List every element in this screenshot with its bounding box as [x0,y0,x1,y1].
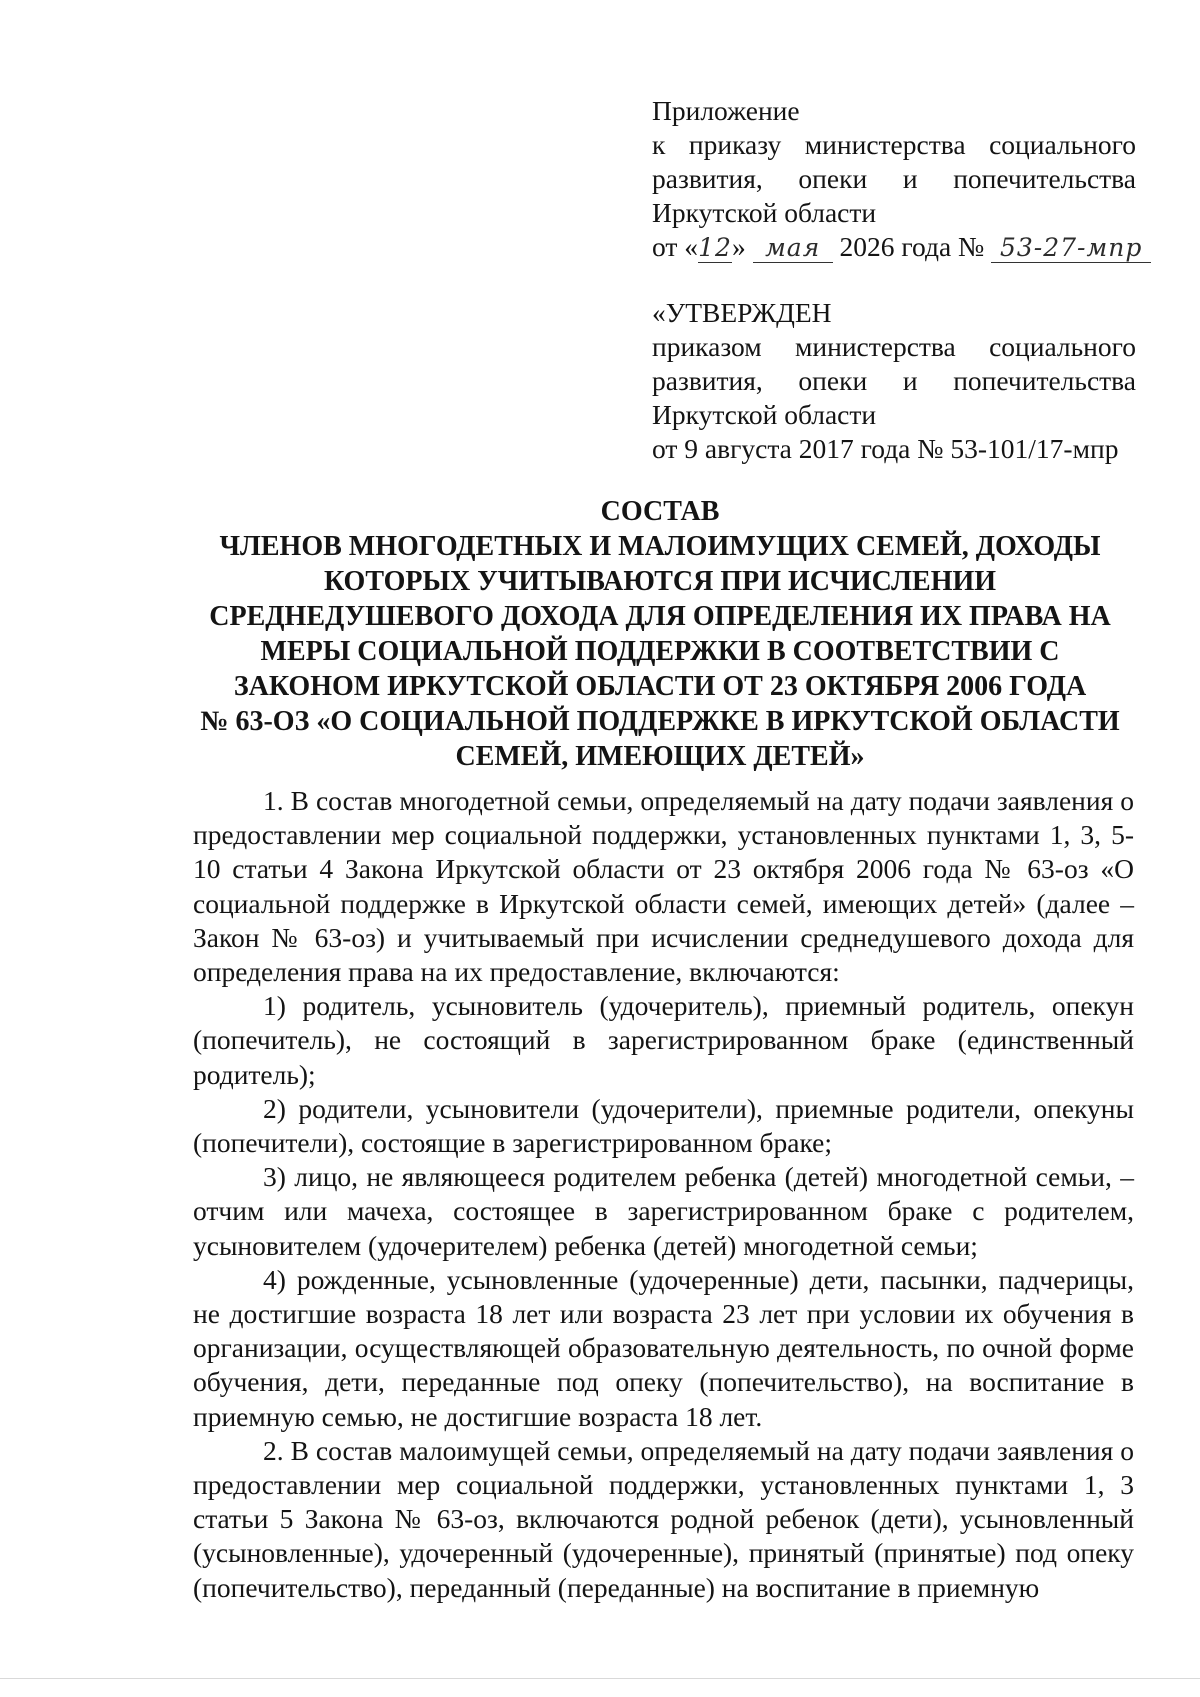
document-title [180,494,1140,774]
title-line: СЕМЕЙ, ИМЕЮЩИХ ДЕТЕЙ» [455,741,865,772]
body-paragraph: 3) лицо, не являющееся родителем ребенка (детей) многодетной семьи, – отчим или мачеха, состоящее в зарегистрированном браке с родителем, усыновителем (удочерителем) ребенка (детей) многодетной семьи; [193,1161,1134,1261]
title-line: № 63-ОЗ «О СОЦИАЛЬНОЙ ПОДДЕРЖКЕ В ИРКУТСКОЙ ОБЛАСТИ [200,706,1120,737]
date-mid: » [732,231,746,262]
body-paragraph: 4) рожденные, усыновленные (удочеренные) дети, пасынки, падчерицы, не достигшие возраста 18 лет или возраста 23 лет при условии их обучения в организации, осуществляющей образовательную деятельность, по очной форме обучения, дети, переданные под опеку (попечительство), на воспитание в приемную семью, не достигшие возраста 18 лет. [193,1263,1134,1432]
approved-line: от 9 августа 2017 года № 53-101/17-мпр [652,433,1119,464]
handwritten-day: 12 [698,233,732,262]
appendix-line: Иркутской области [652,197,877,228]
approved-line: приказом министерства социального [652,331,1136,362]
date-year: 2026 года № [839,231,985,262]
title-line: ЗАКОНОМ ИРКУТСКОЙ ОБЛАСТИ ОТ 23 ОКТЯБРЯ 2006 ГОДА [233,671,1087,702]
handwritten-month: мая [753,234,833,263]
title-line: МЕРЫ СОЦИАЛЬНОЙ ПОДДЕРЖКИ В СООТВЕТСТВИИ С [260,636,1060,667]
date-prefix: от « [652,231,699,262]
document-body [193,784,1134,1605]
title-line: ЧЛЕНОВ МНОГОДЕТНЫХ И МАЛОИМУЩИХ СЕМЕЙ, ДОХОДЫ [219,531,1101,562]
body-paragraph: 2. В состав малоимущей семьи, определяемый на дату подачи заявления о предоставлении мер социальной поддержки, установленных пунктами 1, 3 статьи 5 Закона № 63-оз, включаются родной ребенок (дети), усыновленный (усыновленные), удочеренный (удочеренные), принятый (принятые) под опеку (попечительство), переданный (переданные) на воспитание в приемную [193,1434,1134,1603]
title-line: СОСТАВ [600,496,720,527]
approved-line: Иркутской области [652,399,877,430]
approved-heading: «УТВЕРЖДЕН [652,297,832,328]
body-paragraph: 1. В состав многодетной семьи, определяемый на дату подачи заявления о предоставлении мер социальной поддержки, установленных пунктами 1, 3, 5-10 статьи 4 Закона Иркутской области от 23 октября 2006 года № 63-оз «О социальной поддержке в Иркутской области семей, имеющих детей» (далее – Закон № 63-оз) и учитываемый при исчислении среднедушевого дохода для определения права на их предоставление, включаются: [193,785,1134,988]
body-paragraph: 2) родители, усыновители (удочерители), приемные родители, опекуны (попечители), состоящие в зарегистрированном браке; [193,1092,1134,1159]
title-line: КОТОРЫХ УЧИТЫВАЮТСЯ ПРИ ИСЧИСЛЕНИИ [323,566,997,597]
approved-block [652,296,1136,466]
title-line: СРЕДНЕДУШЕВОГО ДОХОДА ДЛЯ ОПРЕДЕЛЕНИЯ ИХ ПРАВА НА [209,601,1111,632]
appendix-heading: Приложение [652,95,800,126]
approved-line: развития, опеки и попечительства [652,365,1136,396]
appendix-line: к приказу министерства социального [652,129,1136,160]
appendix-date-line [652,230,1143,264]
body-paragraph: 1) родитель, усыновитель (удочеритель), приемный родитель, опекун (попечитель), не состоящий в зарегистрированном браке (единственный родитель); [193,990,1134,1090]
handwritten-order-number: 53-27-мпр [991,234,1151,263]
scan-edge-divider [0,1678,1200,1679]
appendix-line: развития, опеки и попечительства [652,163,1136,194]
appendix-block [652,94,1143,264]
